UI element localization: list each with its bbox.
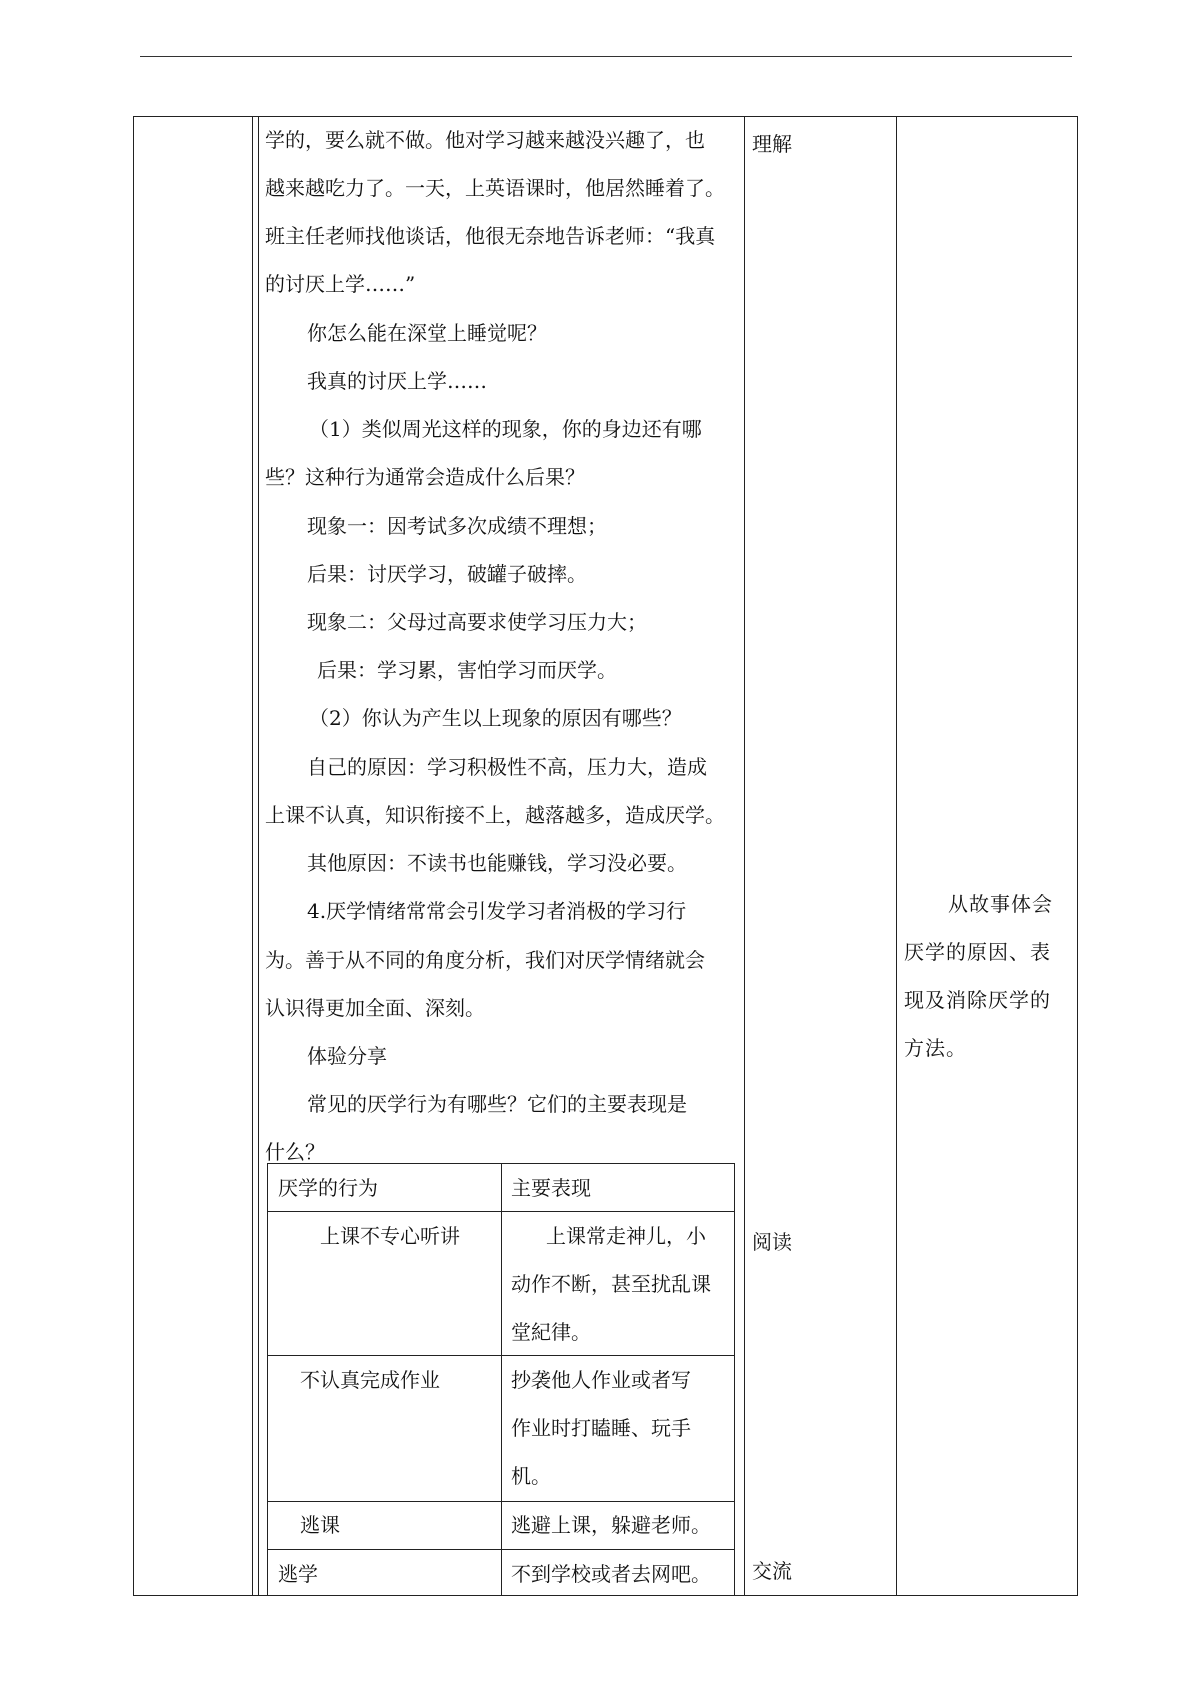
content-line: （1）类似周光这样的现象，你的身边还有哪 [309,417,702,441]
content-line: 我真的讨厌上学…… [307,369,487,393]
table-cell-behavior: 不认真完成作业 [300,1368,440,1392]
content-line: 为。善于从不同的角度分析，我们对厌学情绪就会 [265,948,705,972]
content-line: 些？这种行为通常会造成什么后果？ [265,465,585,489]
behavior-table [267,1163,735,1596]
content-line: 的讨厌上学……” [265,272,416,296]
behavior-table-divider [501,1164,502,1596]
column-divider-2 [258,117,259,1595]
content-line: 你怎么能在深堂上睡觉呢？ [307,321,547,345]
activity-read: 阅读 [752,1230,792,1254]
intent-line: 方法。 [904,1036,967,1060]
column-divider-3 [744,117,745,1595]
content-line: 常见的厌学行为有哪些？它们的主要表现是 [307,1092,687,1116]
table-cell-manifest: 抄袭他人作业或者写 [511,1368,691,1392]
content-line: 什么？ [265,1140,325,1164]
activity-understand: 理解 [752,132,792,156]
table-cell-behavior: 上课不专心听讲 [320,1224,460,1248]
activity-communicate: 交流 [752,1559,792,1583]
content-line: 学的，要么就不做。他对学习越来越没兴趣了，也 [265,128,705,152]
header-rule [140,56,1072,57]
table-cell-manifest: 作业时打瞌睡、玩手 [511,1416,691,1440]
intent-line: 现及消除厌学的 [904,988,1051,1012]
column-divider-4 [896,117,897,1595]
table-cell-manifest: 堂紀律。 [511,1320,591,1344]
content-line: 后果：学习累，害怕学习而厌学。 [317,658,617,682]
table-cell-manifest: 上课常走神儿，小 [546,1224,706,1248]
intent-line: 从故事体会 [948,892,1053,916]
content-line: 后果：讨厌学习，破罐子破摔。 [307,562,587,586]
content-line: 4.厌学情绪常常会引发学习者消极的学习行 [307,899,687,923]
table-cell-behavior: 逃课 [300,1513,340,1537]
table-cell-manifest: 不到学校或者去网吧。 [511,1562,711,1586]
content-line: 越来越吃力了。一天，上英语课时，他居然睡着了。 [265,176,725,200]
content-line: 现象二：父母过高要求使学习压力大； [307,610,647,634]
content-line: 上课不认真，知识衔接不上，越落越多，造成厌学。 [265,803,725,827]
table-header-behavior: 厌学的行为 [278,1176,378,1200]
content-line: 现象一：因考试多次成绩不理想； [307,514,607,538]
content-line: 认识得更加全面、深刻。 [265,996,485,1020]
table-cell-manifest: 逃避上课，躲避老师。 [511,1513,711,1537]
design-intent [904,880,1072,1072]
content-line: 自己的原因：学习积极性不高，压力大，造成 [307,755,707,779]
content-line: 班主任老师找他谈话，他很无奈地告诉老师：“我真 [265,224,716,248]
content-line: 体验分享 [307,1044,387,1068]
content-line: （2）你认为产生以上现象的原因有哪些？ [309,706,682,730]
table-cell-manifest: 动作不断，甚至扰乱课 [511,1272,711,1296]
column-divider-1 [252,117,253,1595]
table-cell-manifest: 机。 [511,1464,551,1488]
intent-line: 厌学的原因、表 [904,940,1051,964]
table-header-manifest: 主要表现 [511,1176,591,1200]
table-cell-behavior: 逃学 [278,1562,318,1586]
content-line: 其他原因：不读书也能赚钱，学习没必要。 [307,851,687,875]
